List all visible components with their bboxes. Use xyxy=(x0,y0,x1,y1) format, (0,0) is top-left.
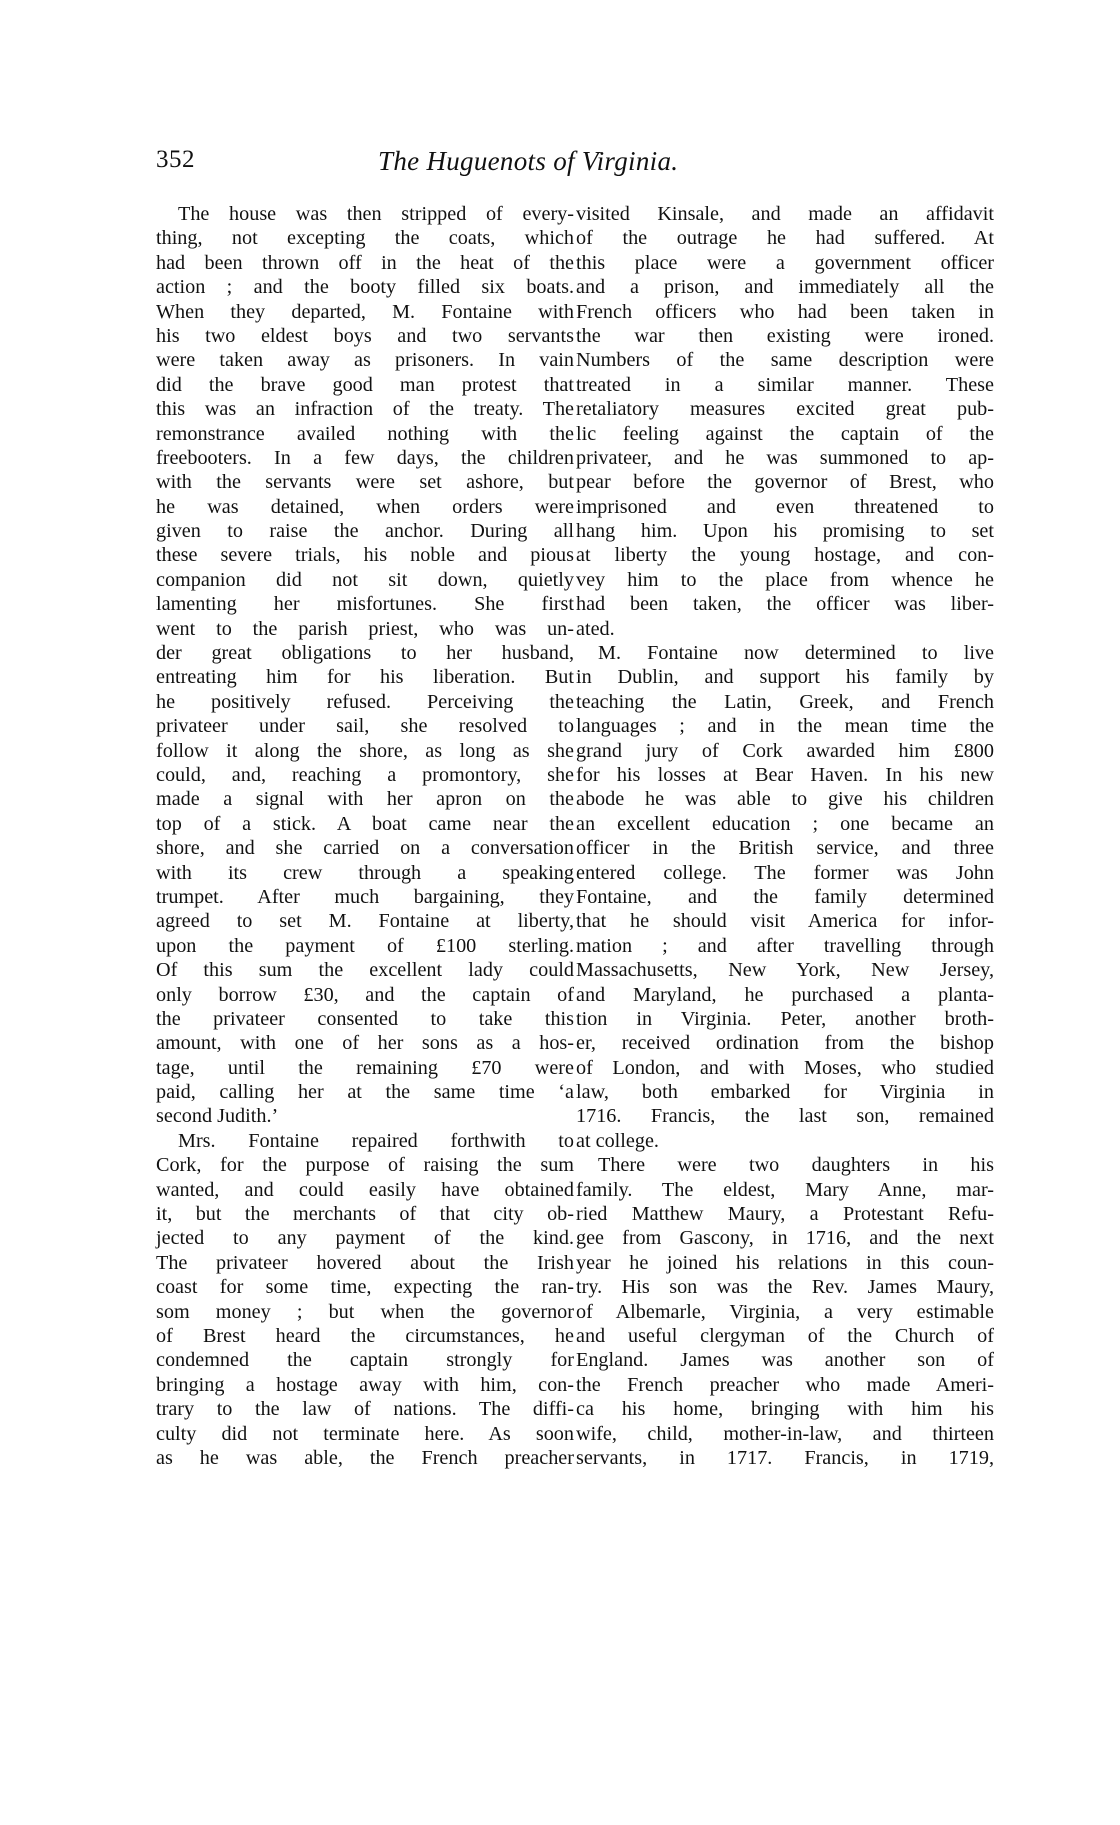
text-line: Fontaine, and the family determined xyxy=(576,885,994,908)
text-line: coast for some time, expecting the ran- xyxy=(156,1276,574,1299)
text-line: entreating him for his liberation. But xyxy=(156,666,574,689)
text-line: hang him. Upon his promising to set xyxy=(576,520,994,543)
text-line: Of this sum the excellent lady could xyxy=(156,959,574,982)
text-line: visited Kinsale, and made an affidavit xyxy=(576,203,994,225)
text-line: retaliatory measures excited great pub- xyxy=(576,398,994,421)
text-line: privateer, and he was summoned to ap- xyxy=(576,446,994,469)
text-line: he positively refused. Perceiving the xyxy=(156,690,574,713)
text-line: these severe trials, his noble and pious xyxy=(156,544,574,567)
text-line: vey him to the place from whence he xyxy=(576,568,994,591)
text-line: pear before the governor of Brest, who xyxy=(576,471,994,494)
text-line: ated. xyxy=(576,617,615,640)
text-line: and useful clergyman of the Church of xyxy=(576,1324,994,1347)
text-line: in Dublin, and support his family by xyxy=(576,666,994,689)
text-line: the French preacher who made Ameri- xyxy=(576,1373,994,1396)
text-line: the privateer consented to take this xyxy=(156,1007,574,1030)
text-line: year he joined his relations in this coun- xyxy=(576,1251,994,1274)
text-line: tage, until the remaining £70 were xyxy=(156,1056,574,1079)
text-line: jected to any payment of the kind. xyxy=(156,1227,574,1250)
text-line: thing, not excepting the coats, which xyxy=(156,227,574,250)
text-line: had been thrown off in the heat of the xyxy=(156,251,574,274)
text-line: and Maryland, he purchased a planta- xyxy=(576,983,994,1006)
text-line: mation ; and after travelling through xyxy=(576,934,994,957)
text-line: 1716. Francis, the last son, remained xyxy=(576,1105,994,1128)
text-line: trary to the law of nations. The diffi- xyxy=(156,1398,574,1421)
text-line: top of a stick. A boat came near the xyxy=(156,812,574,835)
text-line: amount, with one of her sons as a hos- xyxy=(156,1032,574,1055)
text-line: privateer under sail, she resolved to xyxy=(156,715,574,738)
text-line: of the outrage he had suffered. At xyxy=(576,227,994,250)
text-line: went to the parish priest, who was un- xyxy=(156,617,574,640)
text-line: this was an infraction of the treaty. The xyxy=(156,398,574,421)
text-line: grand jury of Cork awarded him £800 xyxy=(576,739,994,762)
text-line: Massachusetts, New York, New Jersey, xyxy=(576,959,994,982)
text-line: teaching the Latin, Greek, and French xyxy=(576,690,994,713)
text-line: an excellent education ; one became an xyxy=(576,812,994,835)
text-line: companion did not sit down, quietly xyxy=(156,568,574,591)
text-line: with its crew through a speaking xyxy=(156,861,574,884)
text-line: law, both embarked for Virginia in xyxy=(576,1081,994,1104)
text-line: of Brest heard the circumstances, he xyxy=(156,1324,574,1347)
text-line: given to raise the anchor. During all xyxy=(156,520,574,543)
text-line: that he should visit America for infor- xyxy=(576,910,994,933)
text-line: at college. xyxy=(576,1129,659,1152)
text-line: follow it along the shore, as long as she xyxy=(156,739,574,762)
text-line: lic feeling against the captain of the xyxy=(576,422,994,445)
text-line: wanted, and could easily have obtained xyxy=(156,1178,574,1201)
running-head xyxy=(156,146,980,186)
right-text-column xyxy=(576,202,994,1470)
text-line: abode he was able to give his children xyxy=(576,788,994,811)
text-line: try. His son was the Rev. James Maury, xyxy=(576,1276,994,1299)
text-line: bringing a hostage away with him, con- xyxy=(156,1373,574,1396)
text-line: only borrow £30, and the captain of xyxy=(156,983,574,1006)
text-line: ca his home, bringing with him his xyxy=(576,1398,994,1421)
text-line: officer in the British service, and three xyxy=(576,837,994,860)
text-line: of London, and with Moses, who studied xyxy=(576,1056,994,1079)
text-line: Numbers of the same description were xyxy=(576,349,994,372)
text-line: second Judith.’ xyxy=(156,1105,279,1128)
text-line: as he was able, the French preacher xyxy=(156,1446,574,1469)
text-line: shore, and she carried on a conversation xyxy=(156,837,574,860)
text-line: treated in a similar manner. These xyxy=(576,373,994,396)
text-line: were taken away as prisoners. In vain xyxy=(156,349,574,372)
text-line: lamenting her misfortunes. She first xyxy=(156,593,574,616)
text-line: ried Matthew Maury, a Protestant Refu- xyxy=(576,1203,994,1226)
running-title: The Huguenots of Virginia. xyxy=(378,146,679,176)
text-line: French officers who had been taken in xyxy=(576,300,994,323)
text-line: servants, in 1717. Francis, in 1719, xyxy=(576,1446,994,1469)
left-text-column xyxy=(156,202,574,1470)
text-line: it, but the merchants of that city ob- xyxy=(156,1203,574,1226)
text-line: der great obligations to her husband, xyxy=(156,642,574,665)
text-line: entered college. The former was John xyxy=(576,861,994,884)
text-line: gee from Gascony, in 1716, and the next xyxy=(576,1227,994,1250)
text-line: he was detained, when orders were xyxy=(156,495,574,518)
text-line: upon the payment of £100 sterling. xyxy=(156,934,574,957)
text-line: action ; and the booty filled six boats. xyxy=(156,276,574,299)
text-line: had been taken, the officer was liber- xyxy=(576,593,994,616)
text-line: with the servants were set ashore, but xyxy=(156,471,574,494)
text-line: There were two daughters in his xyxy=(598,1154,994,1177)
text-line: When they departed, M. Fontaine with xyxy=(156,300,574,323)
text-line: remonstrance availed nothing with the xyxy=(156,422,574,445)
text-line: languages ; and in the mean time the xyxy=(576,715,994,738)
text-line: this place were a government officer xyxy=(576,251,994,274)
text-line: culty did not terminate here. As soon xyxy=(156,1422,574,1445)
text-line: som money ; but when the governor xyxy=(156,1300,574,1323)
text-line: trumpet. After much bargaining, they xyxy=(156,885,574,908)
text-line: tion in Virginia. Peter, another broth- xyxy=(576,1007,994,1030)
text-line: paid, calling her at the same time ‘a xyxy=(156,1081,574,1104)
text-line: England. James was another son of xyxy=(576,1349,994,1372)
text-line: The house was then stripped of every- xyxy=(178,203,574,225)
text-line: could, and, reaching a promontory, she xyxy=(156,763,574,786)
page-number: 352 xyxy=(156,146,195,173)
text-line: Cork, for the purpose of raising the sum xyxy=(156,1154,574,1177)
text-line: er, received ordination from the bishop xyxy=(576,1032,994,1055)
text-line: Mrs. Fontaine repaired forthwith to xyxy=(178,1129,574,1152)
text-line: for his losses at Bear Haven. In his new xyxy=(576,763,994,786)
text-line: agreed to set M. Fontaine at liberty, xyxy=(156,910,574,933)
text-line: condemned the captain strongly for xyxy=(156,1349,574,1372)
text-line: freebooters. In a few days, the children xyxy=(156,446,574,469)
text-line: wife, child, mother-in-law, and thirteen xyxy=(576,1422,994,1445)
text-line: M. Fontaine now determined to live xyxy=(598,642,994,665)
text-line: The privateer hovered about the Irish xyxy=(156,1251,574,1274)
text-line: family. The eldest, Mary Anne, mar- xyxy=(576,1178,994,1201)
text-line: imprisoned and even threatened to xyxy=(576,495,994,518)
text-line: his two eldest boys and two servants xyxy=(156,324,574,347)
text-line: of Albemarle, Virginia, a very estimable xyxy=(576,1300,994,1323)
text-line: and a prison, and immediately all the xyxy=(576,276,994,299)
text-line: did the brave good man protest that xyxy=(156,373,574,396)
text-line: the war then existing were ironed. xyxy=(576,324,994,347)
text-line: at liberty the young hostage, and con- xyxy=(576,544,994,567)
text-line: made a signal with her apron on the xyxy=(156,788,574,811)
